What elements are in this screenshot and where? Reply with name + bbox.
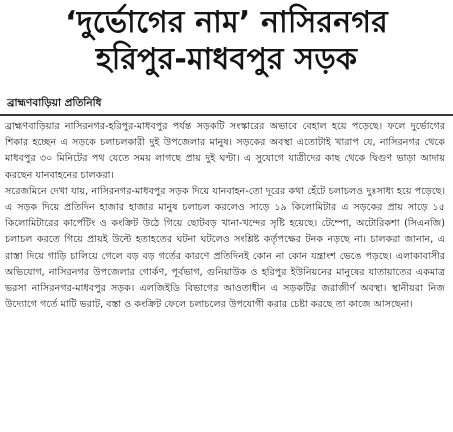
headline-line-1: ‘দুর্ভোগের নাম’ নাসিরনগর [65,5,388,40]
byline: ব্রাহ্মণবাড়িয়া প্রতিনিধি [7,97,102,109]
headline-line-2: হরিপুর-মাধবপুর সড়ক [95,42,358,77]
byline-divider [0,114,453,116]
article-body [5,119,445,313]
article-paragraph-1: ব্রাহ্মণবাড়িয়ার নাসিরনগর-হরিপুর-মাধবপুর পর্যন্ত সড়কটি সংস্কারের অভাবে বেহাল হয়ে পড়েছে। ফলে দুর্ভোগের শিকার হচ্ছেন এ সড়কে চলাচলকারী দুই উপজেলার মানুষ। সড়কের অবস্থা এতোটাই খারাপ যে, নাসিরনগর থেকে মাধবপুর ৩০ মিনিটের পথ যেতে সময় লাগছে প্রায় দুই ঘণ্টা। এ সুযোগে যাত্রীদের কাছ থেকে দ্বিগুণ ভাড়া আদায় করছেন যানবাহনের চালকরা। [5,121,445,181]
article-paragraph-2: সরেজমিনে দেখা যায়, নাসিরনগর-মাধবপুর সড়ক দিয়ে যানবাহন-তো দূরের কথা হেঁটে চলাচলও দুঃসাধ্য হয়ে পড়েছে। এ সড়ক দিয়ে প্রতিদিন হাজার হাজার মানুষ চলাচল করলেও সাড়ে ১৯ কিলোমিটার এ সড়কের প্রায় সাড়ে ১৫ কিলোমিটারের কার্পেটিং ও কংক্রিট উঠে গিয়ে ছোটবড় খানা-খন্দের সৃষ্টি হয়েছে। টেম্পো, অটোরিকশা (সিএনজি) চলাচল করতে গিয়ে প্রায়ই উল্টে হতাহতের ঘটনা ঘটলেও সংশ্লিষ্ট কর্তৃপক্ষের টনক নড়ছে না। চালকরা জানান, এ রাস্তা দিয়ে গাড়ি চালিয়ে গেলে বড় বড় গর্তের কারণে প্রতিদিনই কোন না কোন যন্ত্রাংশ ভেঙে পড়ছে। এলাকাবাসীর অভিযোগ, নাসিরনগর উপজেলার গোর্কণ, পূর্বভাগ, গুনিয়াউক ও হরিপুর ইউনিয়নের মানুষের যাতায়াতের একমাত্র ভরসা নাসিরনগর-মাধবপুর সড়ক। এলজিইডি বিভাগের আওতাধীন এ সড়কটির জরাজীর্ণ অবস্থা। স্থানীয়রা নিজ উদ্যোগে গর্তে মাটি ভরাট, বস্তা ও কংক্রিট ফেলে চলাচলের উপযোগী করার চেষ্টা করছে তা কাজে আসছেনা। [5,185,445,311]
headline [0,4,453,78]
